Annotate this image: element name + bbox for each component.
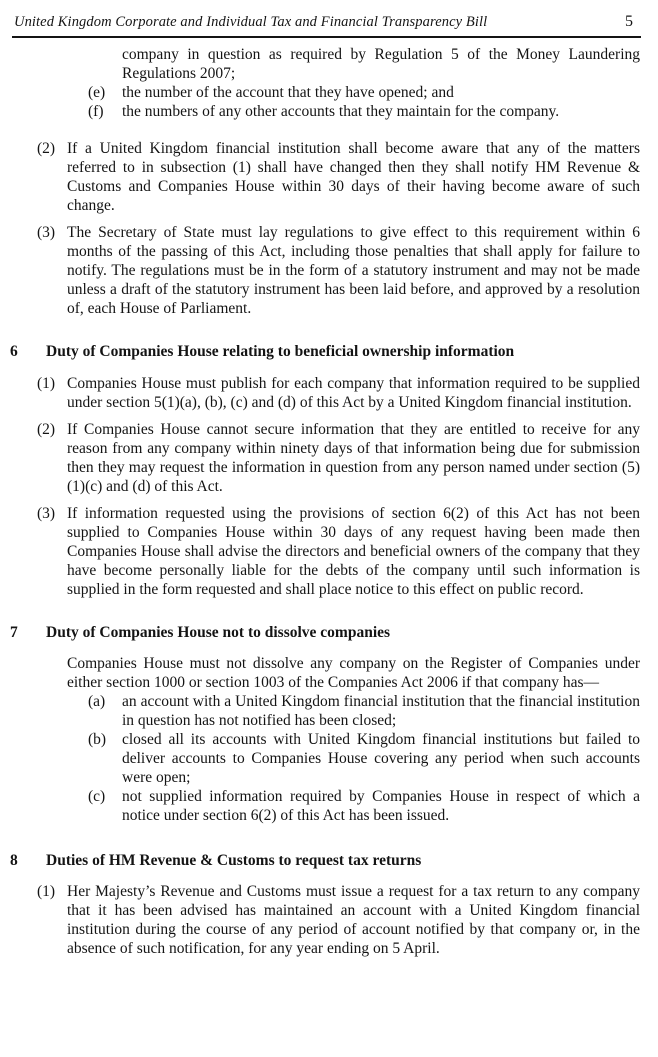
bill-page (0, 13, 658, 1057)
continuation-paragraph: company in question as required by Regulation 5 of the Money Laundering Regulations 2007; (122, 46, 640, 82)
subsection-marker: (1) (37, 883, 56, 900)
list-item-e (88, 83, 640, 102)
subsection-marker: (3) (37, 224, 56, 241)
section-8-heading (10, 851, 640, 870)
bill-body (10, 38, 640, 958)
running-title: United Kingdom Corporate and Individual Tax and Financial Transparency Bill (14, 14, 488, 30)
list-item-f (88, 102, 640, 121)
list-marker: (a) (88, 693, 106, 710)
section-number: 7 (10, 624, 18, 641)
list-marker: (b) (88, 731, 107, 748)
clause-6-subsection-1 (37, 374, 640, 412)
subsection-marker: (2) (37, 140, 56, 157)
page-header (12, 13, 641, 38)
clause-5-subsection-3 (37, 223, 640, 318)
clause-7-opening-words: Companies House must not dissolve any company on the Register of Companies under either section 1000 or section 1003 of the Companies Act 2006 if that company has— (67, 655, 640, 691)
subsection-text: If Companies House cannot secure information that they are entitled to receive for any reason from any company within ninety days of that information being due for submission then they may request the information in question from any person named under section (5)(1)(c) and (d) of this Act. (67, 421, 640, 495)
section-number: 6 (10, 343, 18, 360)
clause-5-subsection-2 (37, 139, 640, 215)
list-marker: (c) (88, 788, 106, 805)
section-7-heading (10, 623, 640, 642)
subsection-marker: (3) (37, 505, 56, 522)
subsection-text: The Secretary of State must lay regulations to give effect to this requirement within 6 months of the passing of this Act, including those penalties that shall apply for failure to notify. The regulations must be in the form of a statutory instrument and may not be made unless a draft of the statutory instrument has been laid before, and approved by a resolution of, each House of Parliament. (67, 224, 640, 317)
subsection-marker: (2) (37, 421, 56, 438)
list-item-text: the numbers of any other accounts that they maintain for the company. (122, 103, 560, 120)
list-item-c (88, 787, 640, 825)
list-item-a (88, 692, 640, 730)
section-title: Duty of Companies House relating to beneficial ownership information (46, 343, 515, 360)
list-item-text: an account with a United Kingdom financial institution that the financial institution in question has not notified has been closed; (122, 693, 640, 729)
list-item-text: the number of the account that they have opened; and (122, 84, 454, 101)
list-marker: (e) (88, 84, 106, 101)
list-item-text: closed all its accounts with United Kingdom financial institutions but failed to deliver accounts to Companies House covering any period when such accounts were open; (122, 731, 640, 786)
page-number: 5 (625, 13, 633, 30)
section-title: Duties of HM Revenue & Customs to request tax returns (46, 852, 422, 869)
section-title: Duty of Companies House not to dissolve companies (46, 624, 391, 641)
list-item-text: not supplied information required by Companies House in respect of which a notice under section 6(2) of this Act has been issued. (122, 788, 640, 824)
clause-8-subsection-1 (37, 882, 640, 958)
section-6-heading (10, 342, 640, 361)
subsection-text: If a United Kingdom financial institution shall become aware that any of the matters referred to in subsection (1) shall have changed then they shall notify HM Revenue & Customs and Companies House within 30 days of their having become aware of such change. (67, 140, 640, 214)
subsection-marker: (1) (37, 375, 56, 392)
subsection-text: Her Majesty’s Revenue and Customs must issue a request for a tax return to any company that it has been advised has maintained an account with a United Kingdom financial institution during the course of any period of account notified by that company or, in the absence of such notification, for any year ending on 5 April. (67, 883, 640, 957)
clause-6-subsection-2 (37, 420, 640, 496)
clause-6-subsection-3 (37, 504, 640, 599)
list-item-b (88, 730, 640, 787)
subsection-text: If information requested using the provisions of section 6(2) of this Act has not been supplied to Companies House within 30 days of any request having been made then Companies House shall advise the directors and beneficial owners of the company that they have become personally liable for the debts of the company until such information is supplied in the form requested and shall place notice to this effect on public record. (67, 505, 640, 598)
subsection-text: Companies House must publish for each company that information required to be supplied under section 5(1)(a), (b), (c) and (d) of this Act by a United Kingdom financial institution. (67, 375, 640, 411)
section-number: 8 (10, 852, 18, 869)
list-marker: (f) (88, 103, 104, 120)
